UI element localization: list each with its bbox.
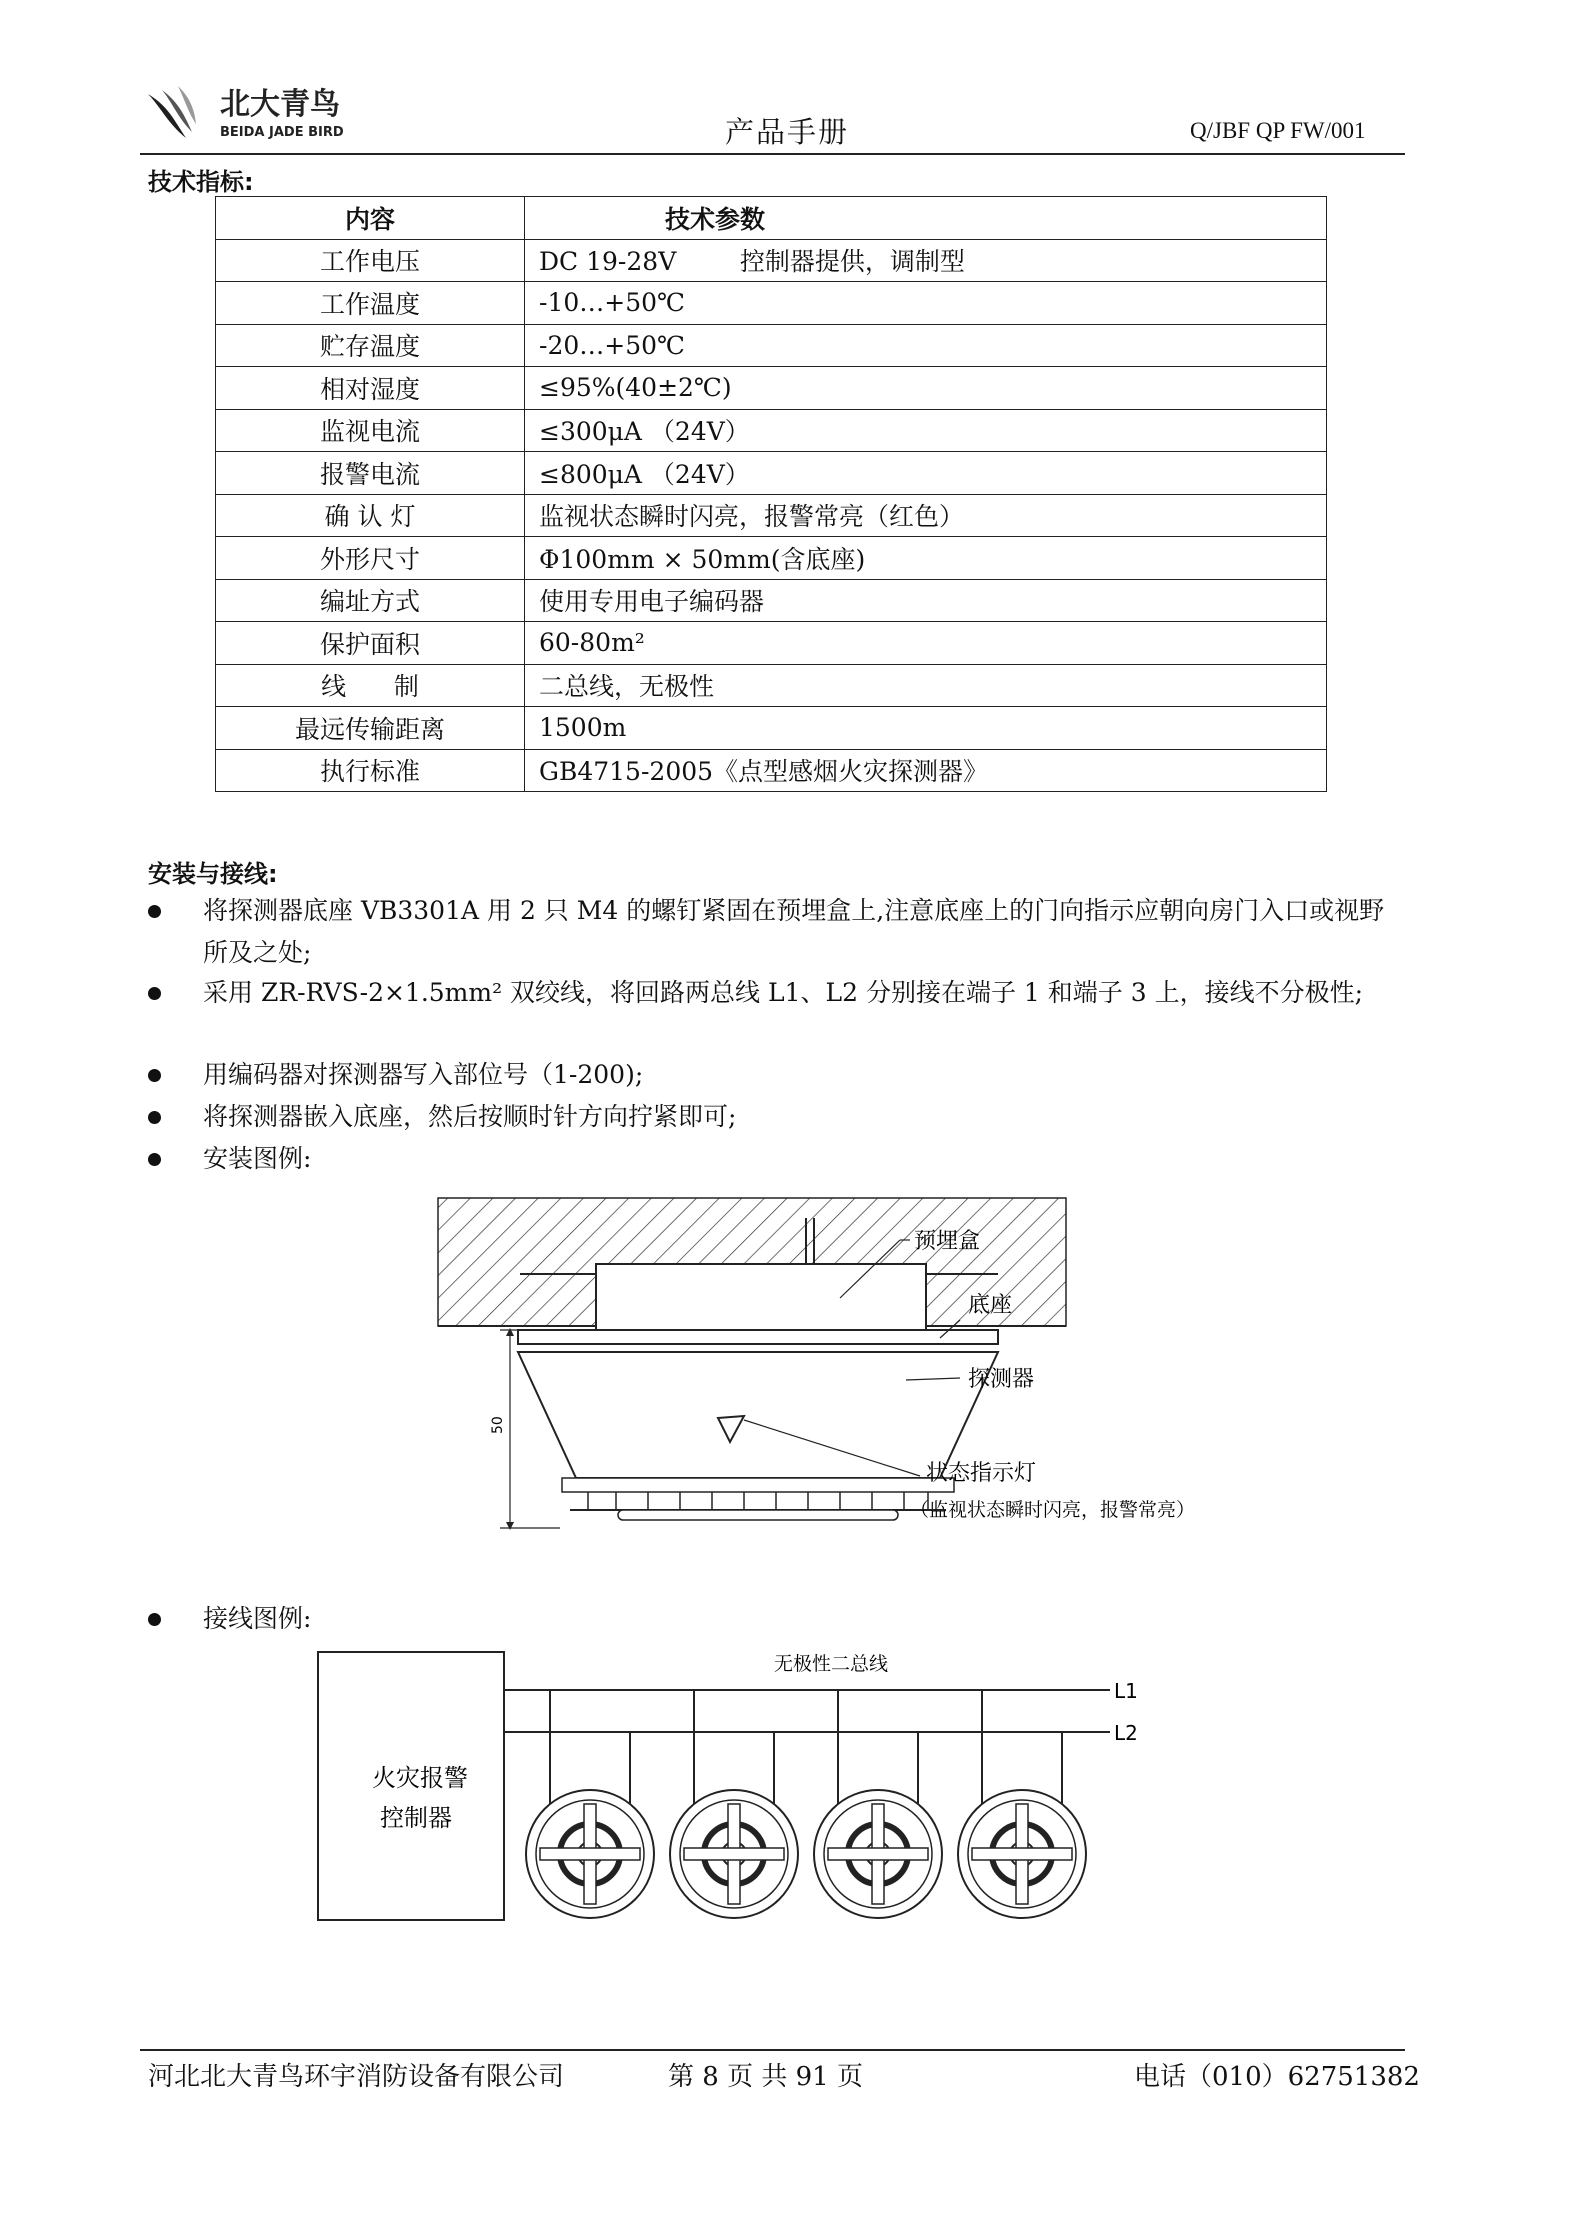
bullet-text: 接线图例: xyxy=(203,1604,312,1633)
spec-param: 60-80m² xyxy=(525,622,1327,665)
spec-section-title: 技术指标: xyxy=(148,168,254,196)
spec-param: DC 19-28V 控制器提供，调制型 xyxy=(525,239,1327,282)
spec-param: 二总线，无极性 xyxy=(525,664,1327,707)
controller-label-1: 火灾报警 xyxy=(372,1764,468,1792)
l2-label: L2 xyxy=(1114,1721,1138,1745)
table-row xyxy=(216,622,1327,665)
detector-icon xyxy=(814,1690,942,1918)
table-row xyxy=(216,749,1327,792)
logo-cn: 北大青鸟 xyxy=(220,87,340,122)
bullet-text: 将探测器底座 VB3301A 用 2 只 M4 的螺钉紧固在预埋盒上,注意底座上的门向指示应朝向房门入口或视野所及之处; xyxy=(203,896,1385,967)
doc-code: Q/JBF QP FW/001 xyxy=(1190,118,1366,143)
table-row xyxy=(216,664,1327,707)
label-embedded-box: 预埋盒 xyxy=(914,1229,981,1254)
spec-item: 编址方式 xyxy=(216,579,525,622)
spec-param: 1500m xyxy=(525,707,1327,750)
table-row xyxy=(216,707,1327,750)
label-base: 底座 xyxy=(968,1293,1013,1318)
detector-icon xyxy=(670,1690,798,1918)
spec-item: 工作电压 xyxy=(216,239,525,282)
spec-param: ≤300μA （24V） xyxy=(525,409,1327,452)
header-divider xyxy=(140,153,1405,155)
wiring-diagram xyxy=(300,1640,1180,1940)
bullet-text: 安装图例: xyxy=(203,1144,312,1173)
spec-item: 工作温度 xyxy=(216,282,525,325)
bullet-text: 将探测器嵌入底座，然后按顺时针方向拧紧即可; xyxy=(203,1102,737,1131)
footer-phone: 电话（010）62751382 xyxy=(1134,2062,1420,2092)
page-number: 第 8 页 共 91 页 xyxy=(668,2062,863,2092)
table-row xyxy=(216,367,1327,410)
controller-label-2: 控制器 xyxy=(380,1804,452,1832)
spec-item: 执行标准 xyxy=(216,749,525,792)
spec-param: ≤800μA （24V） xyxy=(525,452,1327,495)
col-header-param: 技术参数 xyxy=(525,197,1327,240)
page-header-title: 产品手册 xyxy=(725,115,850,149)
spec-table xyxy=(215,196,1327,792)
table-row xyxy=(216,282,1327,325)
base-plate xyxy=(518,1330,998,1344)
spec-item: 报警电流 xyxy=(216,452,525,495)
spec-param: 监视状态瞬时闪亮，报警常亮（红色） xyxy=(525,494,1327,537)
table-row xyxy=(216,579,1327,622)
table-row xyxy=(216,239,1327,282)
spec-param: 使用专用电子编码器 xyxy=(525,579,1327,622)
table-row xyxy=(216,494,1327,537)
spec-item: 最远传输距离 xyxy=(216,707,525,750)
footer-company: 河北北大青鸟环宇消防设备有限公司 xyxy=(148,2062,565,2092)
spec-param: Φ100mm × 50mm(含底座) xyxy=(525,537,1327,580)
bullet-icon xyxy=(148,1069,161,1082)
bullet-icon xyxy=(148,987,161,1000)
installation-diagram xyxy=(420,1180,1220,1560)
detector-body xyxy=(518,1352,998,1478)
spec-param: -20…+50℃ xyxy=(525,324,1327,367)
label-indicator-note: （监视状态瞬时闪亮，报警常亮） xyxy=(910,1499,1196,1521)
table-row xyxy=(216,409,1327,452)
spec-item: 外形尺寸 xyxy=(216,537,525,580)
company-logo xyxy=(140,76,380,146)
detector-icon xyxy=(958,1690,1086,1918)
spec-item: 相对湿度 xyxy=(216,367,525,410)
bus-label: 无极性二总线 xyxy=(774,1653,889,1675)
embedded-box xyxy=(596,1264,926,1330)
spec-item: 线 制 xyxy=(216,664,525,707)
detector-icon xyxy=(526,1690,654,1918)
logo-en: BEIDA JADE BIRD xyxy=(220,125,344,140)
bullet-icon xyxy=(148,905,161,918)
table-header-row xyxy=(216,197,1327,240)
bullet-icon xyxy=(148,1111,161,1124)
spec-param: ≤95%(40±2℃) xyxy=(525,367,1327,410)
spec-item: 确 认 灯 xyxy=(216,494,525,537)
footer-divider xyxy=(140,2049,1405,2051)
bullet-icon xyxy=(148,1153,161,1166)
table-row xyxy=(216,452,1327,495)
spec-item: 贮存温度 xyxy=(216,324,525,367)
spec-item: 监视电流 xyxy=(216,409,525,452)
spec-param: GB4715-2005《点型感烟火灾探测器》 xyxy=(525,749,1327,792)
spec-item: 保护面积 xyxy=(216,622,525,665)
bullet-text: 采用 ZR-RVS-2×1.5mm² 双绞线，将回路两总线 L1、L2 分别接在端子 1 和端子 3 上，接线不分极性; xyxy=(203,978,1363,1007)
dimension-label: 50 xyxy=(490,1416,506,1434)
table-row xyxy=(216,537,1327,580)
bullet-icon xyxy=(148,1613,161,1626)
install-section-title: 安装与接线: xyxy=(148,860,278,888)
col-header-item: 内容 xyxy=(216,197,525,240)
l1-label: L1 xyxy=(1114,1679,1138,1703)
spec-param: -10…+50℃ xyxy=(525,282,1327,325)
label-detector: 探测器 xyxy=(968,1367,1035,1392)
label-indicator: 状态指示灯 xyxy=(926,1461,1037,1486)
table-row xyxy=(216,324,1327,367)
bullet-text: 用编码器对探测器写入部位号（1-200); xyxy=(203,1060,644,1089)
